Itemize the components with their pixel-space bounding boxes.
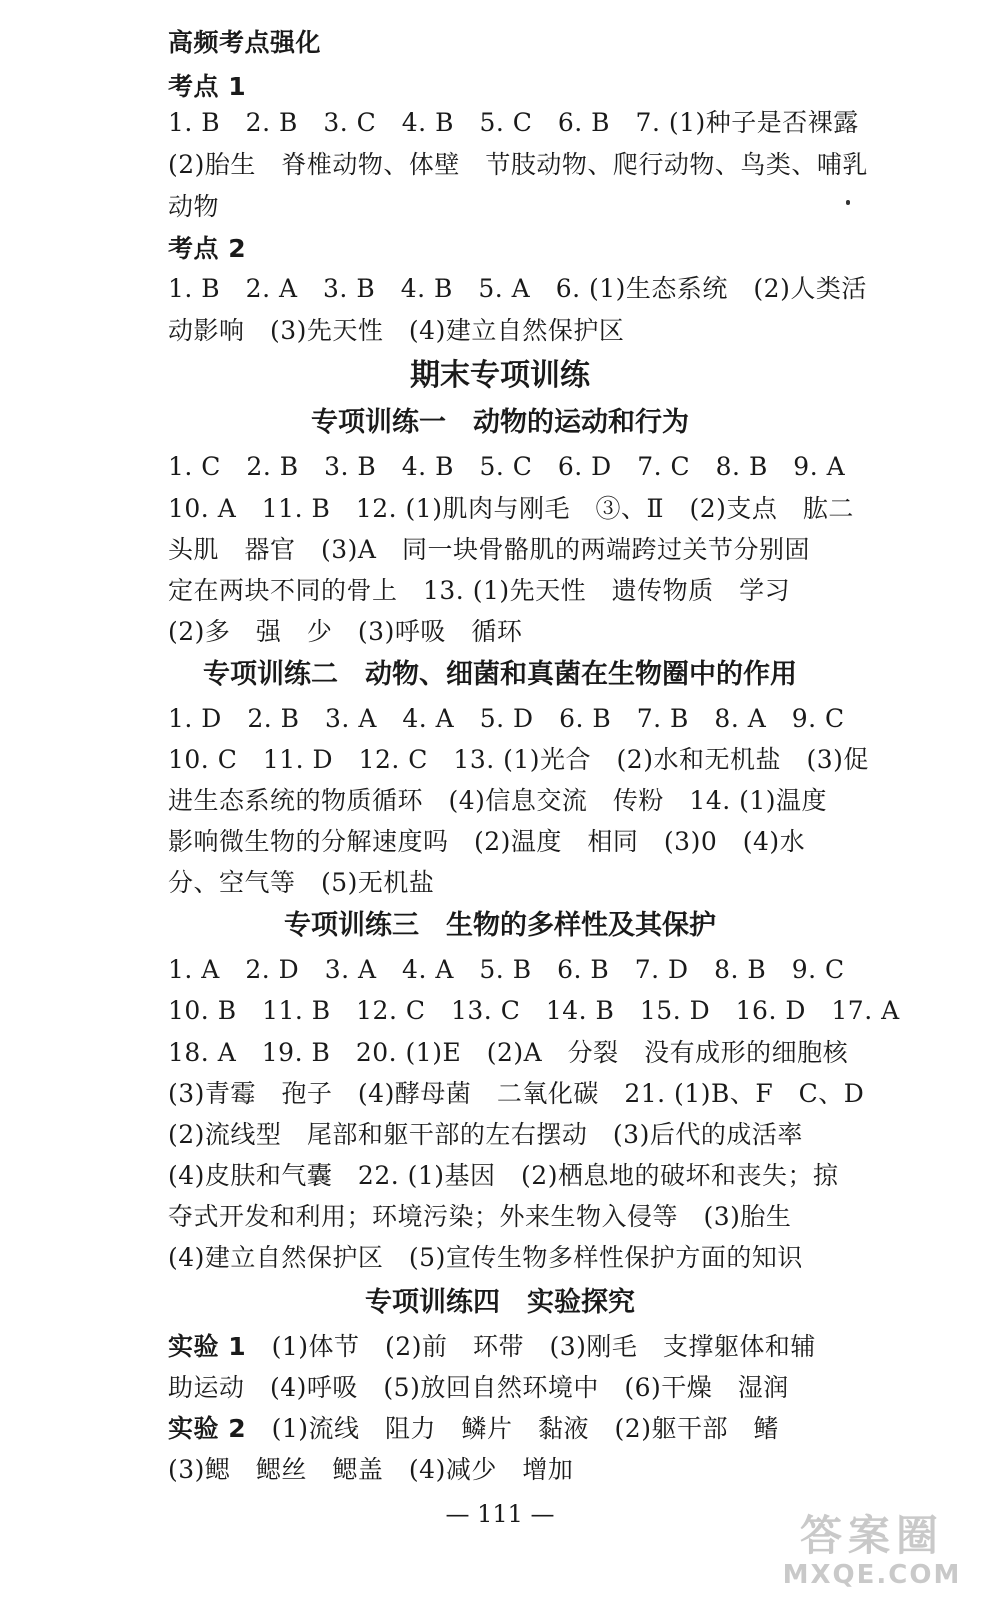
training2-title: 专项训练二 动物、细菌和真菌在生物圈中的作用 <box>203 659 797 690</box>
answer-text: (1)体节 (2)前 环带 (3)刚毛 支撑躯体和辅 <box>271 1332 816 1361</box>
watermark-url: MXQE.COM <box>782 1560 962 1590</box>
training3-title: 专项训练三 生物的多样性及其保护 <box>284 910 716 941</box>
point1-label: 考点 1 <box>168 72 247 101</box>
answer-line: 1. B 2. A 3. B 4. B 5. A 6. (1)生态系统 (2)人类活 <box>168 274 867 303</box>
answer-line: 影响微生物的分解速度吗 (2)温度 相同 (3)0 (4)水 <box>168 827 806 856</box>
experiment2-line <box>168 1412 828 1446</box>
answer-line: 1. D 2. B 3. A 4. A 5. D 6. B 7. B 8. A 9. C <box>168 704 845 733</box>
experiment1-label: 实验 1 <box>168 1332 247 1361</box>
answer-line: (4)皮肤和气囊 22. (1)基因 (2)栖息地的破坏和丧失；掠 <box>168 1161 839 1190</box>
point2-label: 考点 2 <box>168 234 247 263</box>
answer-line: (4)建立自然保护区 (5)宣传生物多样性保护方面的知识 <box>168 1243 803 1272</box>
answer-line: (2)流线型 尾部和躯干部的左右摆动 (3)后代的成活率 <box>168 1120 803 1149</box>
experiment2-label: 实验 2 <box>168 1414 247 1443</box>
answer-line: 1. C 2. B 3. B 4. B 5. C 6. D 7. C 8. B 9. A <box>168 452 846 481</box>
answer-line: 动物 <box>168 192 220 221</box>
main-title: 期末专项训练 <box>410 358 590 393</box>
answer-text: (1)流线 阻力 鳞片 黏液 (2)躯干部 鳍 <box>271 1414 779 1443</box>
experiment1-line <box>168 1330 828 1364</box>
training4-title: 专项训练四 实验探究 <box>365 1287 635 1318</box>
answer-line: 进生态系统的物质循环 (4)信息交流 传粉 14. (1)温度 <box>168 786 828 815</box>
answer-line: 1. A 2. D 3. A 4. A 5. B 6. B 7. D 8. B 9. C <box>168 955 845 984</box>
answer-line: 夺式开发和利用；环境污染；外来生物入侵等 (3)胎生 <box>168 1202 792 1231</box>
answer-line: (3)鳃 鳃丝 鳃盖 (4)减少 增加 <box>168 1455 574 1484</box>
answer-line: 助运动 (4)呼吸 (5)放回自然环境中 (6)干燥 湿润 <box>168 1373 789 1402</box>
page-number: — 111 — <box>445 1500 555 1528</box>
answer-line: 分、空气等 (5)无机盐 <box>168 868 435 897</box>
training1-title: 专项训练一 动物的运动和行为 <box>311 407 689 438</box>
stray-dot <box>846 200 850 205</box>
answer-line: (2)胎生 脊椎动物、体壁 节肢动物、爬行动物、鸟类、哺乳 <box>168 150 868 179</box>
answer-line: 18. A 19. B 20. (1)E (2)A 分裂 没有成形的细胞核 <box>168 1038 849 1067</box>
watermark-logo-text: 答案圈 <box>799 1511 944 1560</box>
section-title: 高频考点强化 <box>168 28 322 57</box>
answer-line: (3)青霉 孢子 (4)酵母菌 二氧化碳 21. (1)B、F C、D <box>168 1079 865 1108</box>
answer-line: 头肌 器官 (3)A 同一块骨骼肌的两端跨过关节分别固 <box>168 535 810 564</box>
answer-line: 动影响 (3)先天性 (4)建立自然保护区 <box>168 316 625 345</box>
answer-line: 1. B 2. B 3. C 4. B 5. C 6. B 7. (1)种子是否裸露 <box>168 108 859 137</box>
answer-line: 10. A 11. B 12. (1)肌肉与刚毛 ③、Ⅱ (2)支点 肱二 <box>168 494 854 523</box>
answer-line: 10. C 11. D 12. C 13. (1)光合 (2)水和无机盐 (3)促 <box>168 745 869 774</box>
site-watermark <box>762 1512 982 1590</box>
answer-line: 10. B 11. B 12. C 13. C 14. B 15. D 16. D 17. A <box>168 996 900 1025</box>
answer-line: 定在两块不同的骨上 13. (1)先天性 遗传物质 学习 <box>168 576 791 605</box>
answer-line: (2)多 强 少 (3)呼吸 循环 <box>168 617 523 646</box>
